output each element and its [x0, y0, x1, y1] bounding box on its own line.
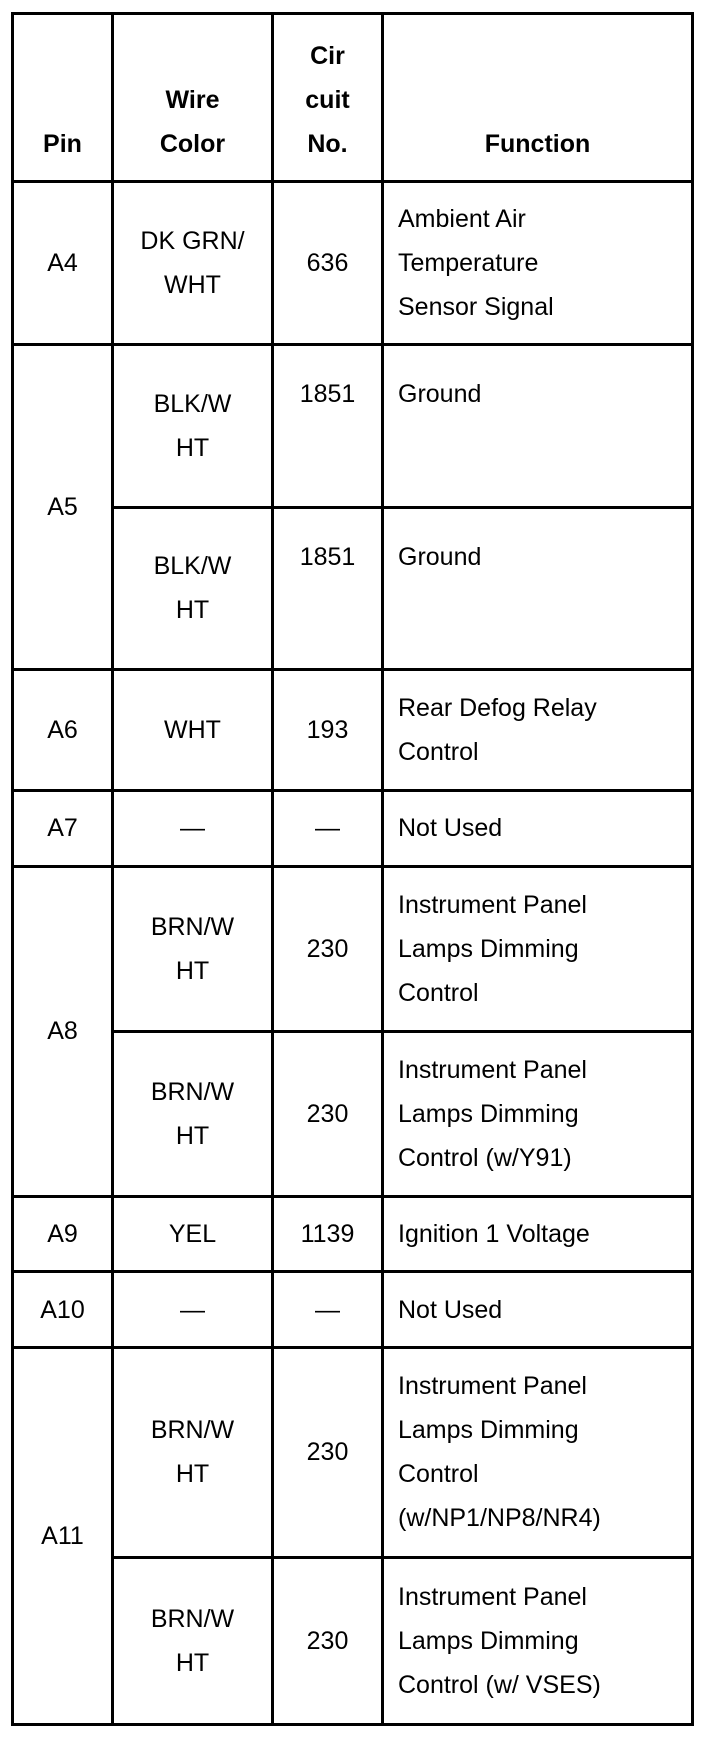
pin-cell: A6 — [13, 670, 113, 790]
table-row — [13, 1272, 693, 1348]
function-cell: Instrument Panel Lamps Dimming Control — [383, 866, 693, 1031]
circuit-cell: 230 — [273, 1557, 383, 1724]
wire-color-cell: — — [113, 790, 273, 866]
circuit-cell: 193 — [273, 670, 383, 790]
pin-cell: A10 — [13, 1272, 113, 1348]
circuit-cell: 1851 — [273, 507, 383, 670]
table-row — [13, 1031, 693, 1196]
header-pin: Pin — [13, 14, 113, 182]
circuit-cell: 230 — [273, 1348, 383, 1558]
function-cell: Ground — [383, 344, 693, 507]
table-row — [13, 344, 693, 507]
circuit-cell: 1851 — [273, 344, 383, 507]
function-cell: Instrument Panel Lamps Dimming Control (w/Y91) — [383, 1031, 693, 1196]
table-row — [13, 790, 693, 866]
wire-color-cell: BRN/W HT — [113, 1031, 273, 1196]
pin-cell: A8 — [13, 866, 113, 1196]
connector-pin-table — [11, 12, 694, 1726]
wire-color-cell: — — [113, 1272, 273, 1348]
header-row — [13, 14, 693, 182]
table-row — [13, 1196, 693, 1272]
function-cell: Ignition 1 Voltage — [383, 1196, 693, 1272]
pin-cell: A11 — [13, 1348, 113, 1725]
circuit-cell: 636 — [273, 182, 383, 345]
wire-color-cell: BLK/W HT — [113, 344, 273, 507]
circuit-cell: — — [273, 790, 383, 866]
header-circuit-no: Cir cuit No. — [273, 14, 383, 182]
pin-cell: A5 — [13, 344, 113, 670]
function-cell: Instrument Panel Lamps Dimming Control (w/ VSES) — [383, 1557, 693, 1724]
wire-color-cell: BLK/W HT — [113, 507, 273, 670]
function-cell: Not Used — [383, 1272, 693, 1348]
circuit-cell: 230 — [273, 1031, 383, 1196]
table-row — [13, 670, 693, 790]
function-cell: Instrument Panel Lamps Dimming Control (w/NP1/NP8/NR4) — [383, 1348, 693, 1558]
header-function: Function — [383, 14, 693, 182]
function-cell: Rear Defog Relay Control — [383, 670, 693, 790]
function-cell: Not Used — [383, 790, 693, 866]
circuit-cell: 1139 — [273, 1196, 383, 1272]
table-row — [13, 1348, 693, 1558]
table-row — [13, 182, 693, 345]
pin-cell: A4 — [13, 182, 113, 345]
circuit-cell: — — [273, 1272, 383, 1348]
function-cell: Ambient Air Temperature Sensor Signal — [383, 182, 693, 345]
wire-color-cell: BRN/W HT — [113, 866, 273, 1031]
wire-color-cell: WHT — [113, 670, 273, 790]
header-wire-color: Wire Color — [113, 14, 273, 182]
table-row — [13, 1557, 693, 1724]
table-row — [13, 507, 693, 670]
wire-color-cell: DK GRN/ WHT — [113, 182, 273, 345]
pin-cell: A9 — [13, 1196, 113, 1272]
wire-color-cell: BRN/W HT — [113, 1348, 273, 1558]
pin-cell: A7 — [13, 790, 113, 866]
circuit-cell: 230 — [273, 866, 383, 1031]
wire-color-cell: BRN/W HT — [113, 1557, 273, 1724]
table-row — [13, 866, 693, 1031]
function-cell: Ground — [383, 507, 693, 670]
wire-color-cell: YEL — [113, 1196, 273, 1272]
